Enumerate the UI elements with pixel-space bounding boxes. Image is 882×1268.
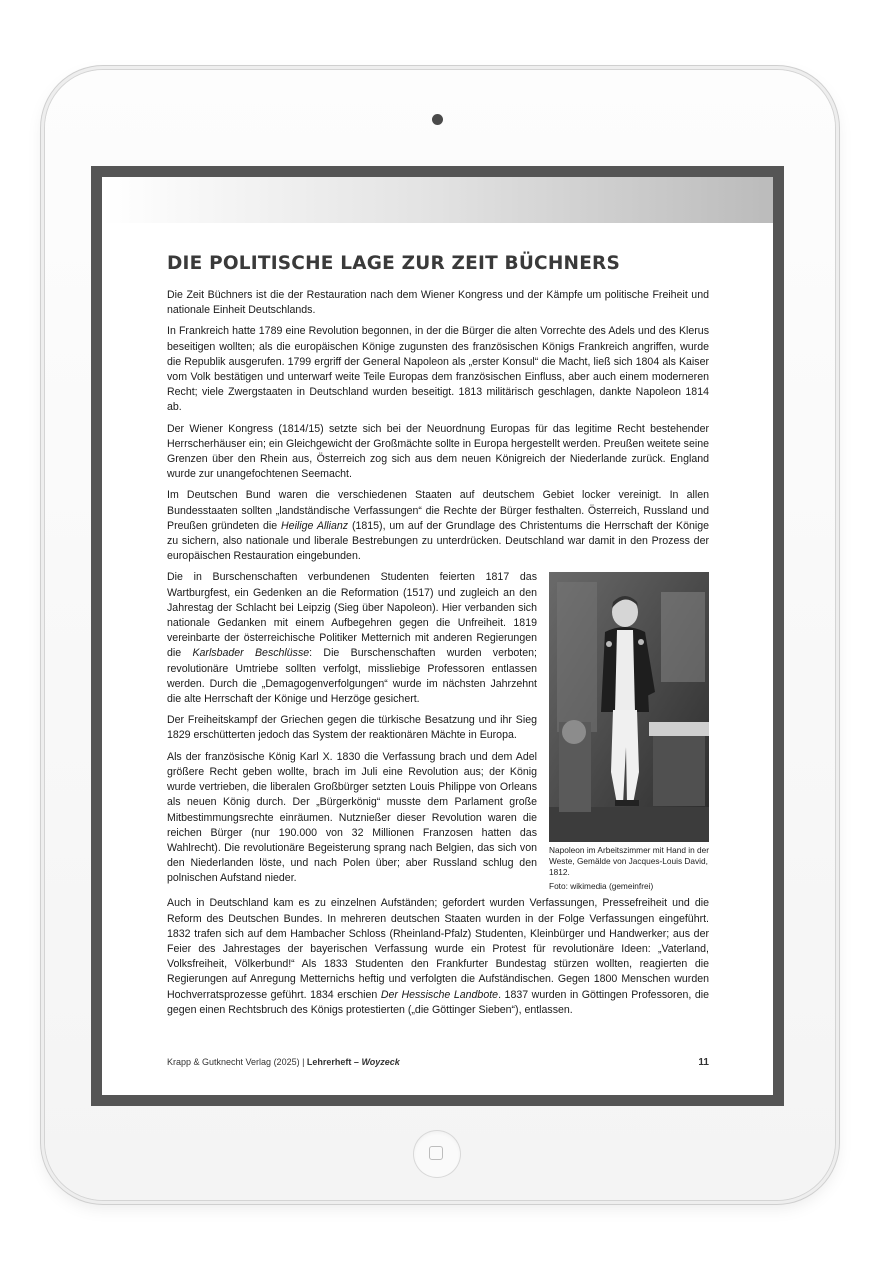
- page-header-bar: [102, 177, 773, 223]
- paragraph-wiener-kongress: Der Wiener Kongress (1814/15) setzte sich bei der Neuordnung Europas für das legitime Recht bestehender Herrscherhäuser ein; ein Gleichgewicht der Großmächte sollte in Europa hergestellt werden. Preußen weitete seine Grenzen über den Rhein aus, Österreich zog sich aus dem neuen Königreich der Niederlande zurück. England wurde zur unangefochtenen Seemacht.: [167, 422, 709, 481]
- paragraph-intro: Die Zeit Büchners ist die der Restauration nach dem Wiener Kongress und der Kämpfe um politische Freiheit und nationale Einheit Deutschlands.: [167, 289, 709, 317]
- paragraph-deutscher-bund: Im Deutschen Bund waren die verschiedenen Staaten auf deutschem Gebiet locker vereinigt. In allen Bundesstaaten sollten „landständische Verfassungen“ die Rechte der Bürger festhalten. Österreich, Russland und Preußen gründeten die Heilige Allianz (1815), um auf der Grundlage des Christentums die Herrschaft der Könige zu sichern, also nationale und liberale Bestrebungen zu unterdrücken. Deutschland war damit in den Prozess der europäischen Restauration eingebunden.: [167, 489, 710, 563]
- paragraph-france: In Frankreich hatte 1789 eine Revolution begonnen, in der die Bürger die alten Vorrechte des Adels und des Klerus beseitigen wollten; als die europäischen Könige zugunsten des französischen Königs Frankreich angriffen, wurde die Republik ausgerufen. 1799 ergriff der General Napoleon als „erster Konsul“ die Macht, ließ sich 1804 als Kaiser vom Volk bestätigen und unterwarf weite Teile Europas dem französischen Einfluss, aber auch einem moderneren Recht; viele Zwergstaaten in Deutschland wurden beseitigt. 1813 militärisch geschlagen, dankte Napoleon 1814 ab.: [167, 325, 709, 414]
- tablet-device: [45, 70, 835, 1200]
- paragraph-deutschland-aufstaende: Auch in Deutschland kam es zu einzelnen Aufständen; gefordert wurden Verfassungen, Pressefreiheit und die Reform des Deutschen Bundes. In mehreren deutschen Staaten wurden in der Folge Verfassungen eingeführt. 1832 trafen sich auf dem Hambacher Schloss (Rheinland-Pfalz) Studenten, Kleinbürger und Handwerker; aus der Feier des Jahrestages der bayerischen Verfassung wurde ein Protest für revolutionäre Ideen: „Vaterland, Volksfreiheit, Völkerbund!“ Als 1833 Studenten den Frankfurter Bundestag stürzen wollten, reagierten die Regierungen auf Anregung Metternichs heftig und verfolgten die Aufständischen. Gegen 1800 Menschen wurden Hochverratsprozesse geführt. 1834 erschien Der Hessische Landbote. 1837 wurden in Göttingen Professoren, die gegen einen Rechtsbruch des Königs protestierten („die Göttinger Sieben“), entlassen.: [167, 897, 709, 1016]
- napoleon-figure: [549, 572, 709, 892]
- footer-publisher: Krapp & Gutknecht Verlag (2025) | Lehrerheft – Woyzeck: [167, 1057, 400, 1067]
- paragraph-burschenschaften: Die in Burschenschaften verbundenen Studenten feierten 1817 das Wartburgfest, ein Gedenken an die Reformation (1517) und zugleich an den Jahrestag der Schlacht bei Leipzig (Sieg über Napoleon). Hier verbanden sich nationale Gedanken mit einem Aufbegehren gegen die Unfreiheit. 1819 vereinbarte der österreichische Politiker Metternich mit anderen Regierungen die Karlsbader Beschlüsse: Die Burschenschaften wurden verboten; revolutionäre Umtriebe sollten verfolgt, missliebige Professoren entlassen werden. Durch die „Demagogenverfolgungen“ wurde im nächsten Jahrzehnt die alte Herrschaft der Könige und Herzöge gesichert.: [167, 571, 537, 706]
- figure-caption: Napoleon im Arbeitszimmer mit Hand in der Weste, Gemälde von Jacques-Louis David, 1812.: [549, 845, 710, 878]
- page-footer: [167, 1057, 709, 1068]
- home-button[interactable]: [413, 1130, 461, 1178]
- tablet-screen: [91, 166, 784, 1106]
- camera-dot: [432, 114, 443, 125]
- paragraph-julirevolution: Als der französische König Karl X. 1830 die Verfassung brach und dem Adel größere Recht geben wollte, brach im Juli eine Revolution aus; der König wurde vertrieben, die liberalen Großbürger setzten Louis Philippe von Orleans als neuen König durch. Der „Bürgerkönig“ musste dem Parlament große Mitbestimmungsrechte einräumen. Nutznießer dieser Revolution waren die reichen Bürger (nur 190.000 von 32 Millionen Franzosen hatten das Wahlrecht). Die revolutionäre Begeisterung sprang nach Belgien, das sich von den Niederlanden löste, und nach Polen über; aber Russland schlug den polnischen Aufstand nieder.: [167, 750, 537, 885]
- page-title: DIE POLITISCHE LAGE ZUR ZEIT BÜCHNERS: [167, 253, 620, 274]
- napoleon-painting: [549, 572, 709, 842]
- home-square-icon: [429, 1146, 443, 1160]
- page-content: [167, 253, 709, 1024]
- figure-credit: Foto: wikimedia (gemeinfrei): [549, 881, 654, 892]
- page-number: 11: [698, 1057, 709, 1068]
- paragraph-griechen: Der Freiheitskampf der Griechen gegen die türkische Besatzung und ihr Sieg 1829 erschütterten jedoch das System der reaktionären Mächte in Europa.: [167, 714, 537, 742]
- document-page[interactable]: [102, 177, 773, 1095]
